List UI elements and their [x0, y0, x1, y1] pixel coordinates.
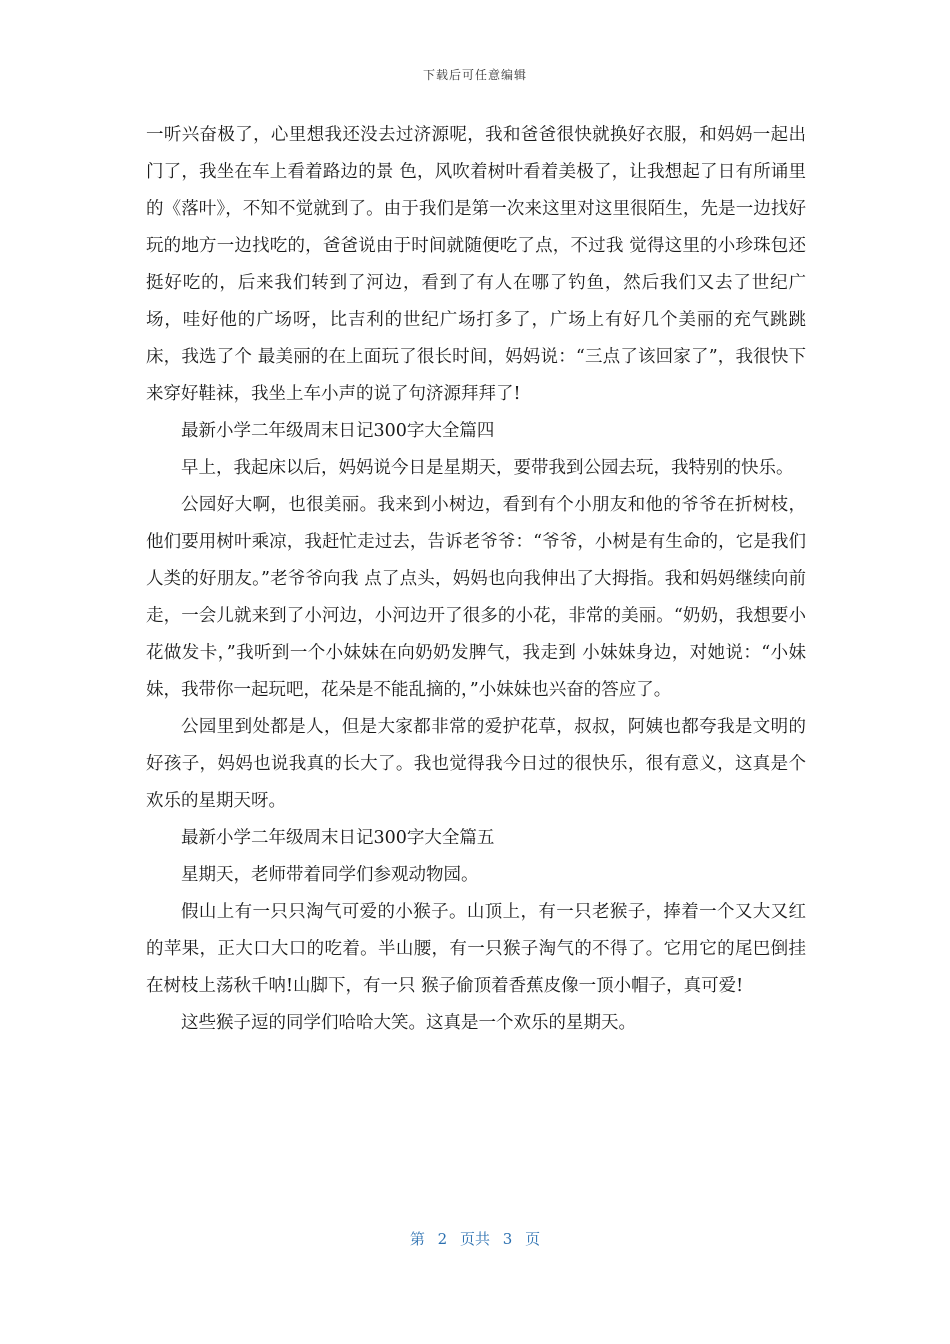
paragraph: 公园里到处都是人，但是大家都非常的爱护花草，叔叔，阿姨也都夸我是文明的好孩子，妈妈也说我真的长大了。我也觉得我今日过的很快乐，很有意义，这真是个欢乐的星期天呀。: [146, 717, 806, 811]
paragraph-continued: 一听兴奋极了，心里想我还没去过济源呢，我和爸爸很快就换好衣服，和妈妈一起出门了，我坐在车上看着路边的景 色，风吹着树叶看着美极了，让我想起了日有所诵里的《落叶》，不知不觉就到了。由于我们是第一次来这里对这里很陌生，先是一边找好玩的地方一边找吃的，爸爸说由于时间就随便吃了点，不过我 觉得这里的小珍珠包还挺好吃的，后来我们转到了河边，看到了有人在哪了钓鱼，然后我们又去了世纪广场，哇好他的广场呀，比吉利的世纪广场打多了，广场上有好几个美丽的充气跳跳床，我选了个 最美丽的在上面玩了很长时间，妈妈说：“三点了该回家了”，我很快下来穿好鞋袜，我坐上车小声的说了句济源拜拜了!: [146, 125, 806, 404]
page-number-footer: 第 2 页共 3 页: [409, 1230, 541, 1248]
paragraph: 假山上有一只只淘气可爱的小猴子。山顶上，有一只老猴子，捧着一个又大又红的苹果，正大口大口的吃着。半山腰，有一只猴子淘气的不得了。它用它的尾巴倒挂在树枝上荡秋千呐!山脚下，有一只 猴子偷顶着香蕉皮像一顶小帽子，真可爱!: [146, 902, 806, 996]
paragraph: 早上，我起床以后，妈妈说今日是星期天，要带我到公园去玩，我特别的快乐。: [181, 458, 794, 478]
section-heading-4: 最新小学二年级周末日记300字大全篇四: [181, 421, 495, 441]
section-heading-5: 最新小学二年级周末日记300字大全篇五: [181, 828, 495, 848]
page-header: 下载后可任意编辑: [422, 68, 527, 82]
paragraph: 公园好大啊，也很美丽。我来到小树边，看到有个小朋友和他的爷爷在折树枝，他们要用树叶乘凉，我赶忙走过去，告诉老爷爷：“爷爷，小树是有生命的，它是我们人类的好朋友。”老爷爷向我 点了点头，妈妈也向我伸出了大拇指。我和妈妈继续向前走，一会儿就来到了小河边，小河边开了很多的小花，非常的美丽。“奶奶，我想要小花做发卡，”我听到一个小妹妹在向奶奶发脾气，我走到 小妹妹身边，对她说：“小妹妹，我带你一起玩吧，花朵是不能乱摘的，”小妹妹也兴奋的答应了。: [146, 495, 806, 700]
paragraph: 这些猴子逗的同学们哈哈大笑。这真是一个欢乐的星期天。: [181, 1013, 636, 1033]
document-body: [146, 117, 806, 1042]
paragraph: 星期天，老师带着同学们参观动物园。: [181, 865, 479, 885]
